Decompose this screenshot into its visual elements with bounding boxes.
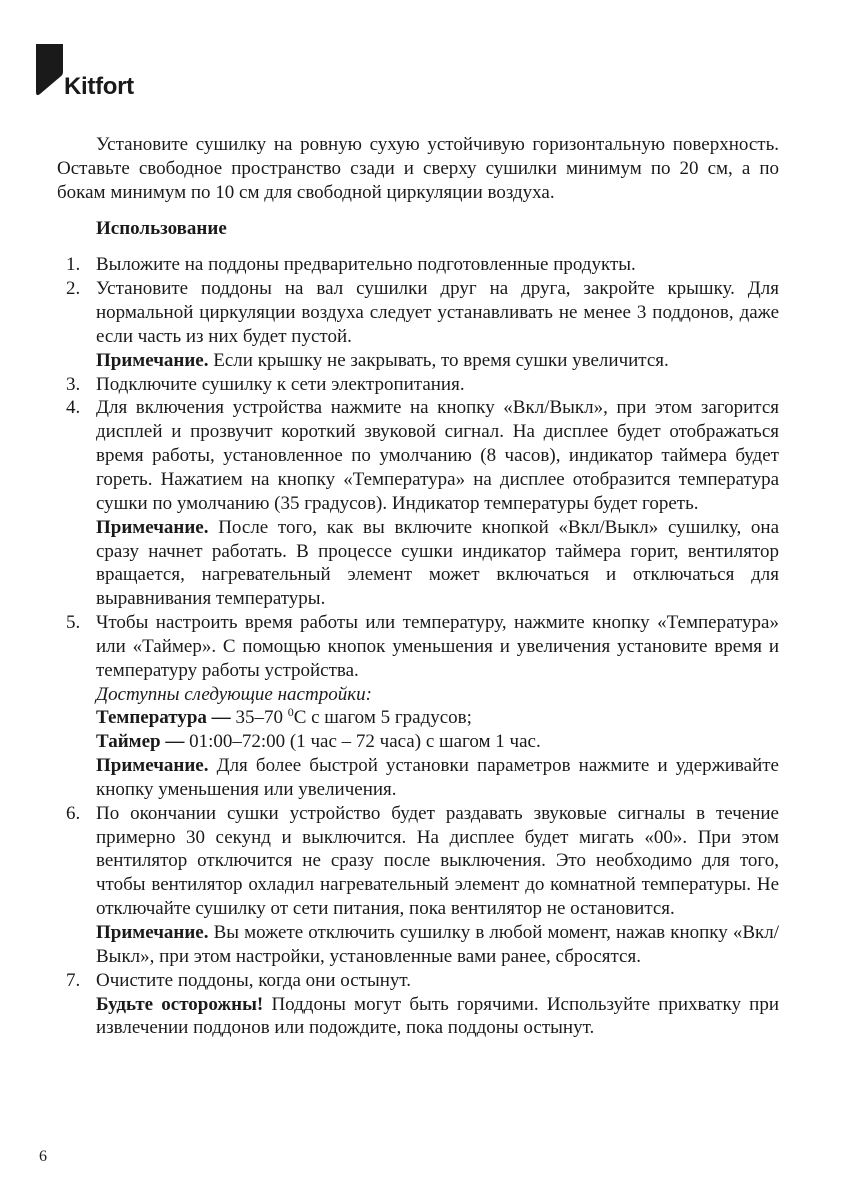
page-content: [57, 133, 779, 1040]
list-item: [57, 611, 779, 802]
step-text: Для включения устройства нажмите на кнопку «Вкл/Выкл», при этом загорится дисплей и прозвучит короткий звуковой сигнал. На дисплее будет отображаться время работы, установленное по умолчанию (8 часов), индикатор таймера будет гореть. Нажатием на кнопку «Температура» на дисплее отобразится температура сушки по умолчанию (35 градусов). Индикатор температуры будет гореть.: [96, 397, 779, 514]
warning-label: Будьте осторожны!: [96, 993, 264, 1015]
temperature-range: 35–70: [230, 707, 288, 729]
temperature-setting: [96, 706, 779, 730]
list-item: [57, 373, 779, 397]
step-text: Чтобы настроить время работы или температуру, нажмите кнопку «Температура» или «Таймер». С помощью кнопок уменьшения и увеличения установите время и температуру работы устройства.: [96, 612, 779, 681]
timer-setting: [96, 730, 779, 754]
warning-text: Поддоны могут быть горячими. Используйте прихватку при извлечении поддонов или подождите, пока поддоны остынут.: [96, 993, 779, 1039]
note-text: Вы можете отключить сушилку в любой момент, нажав кнопку «Вкл/Выкл», при этом настройки, установленные вами ранее, сбросятся.: [96, 922, 779, 967]
list-item: [57, 253, 779, 277]
list-item: [57, 969, 779, 1041]
step-number: 2.: [66, 278, 81, 300]
section-title: Использование: [96, 217, 227, 239]
note-label: Примечание.: [96, 755, 209, 777]
step-text: Подключите сушилку к сети электропитания.: [96, 373, 465, 395]
note: [96, 349, 779, 373]
note-text: Если крышку не закрывать, то время сушки увеличится.: [208, 349, 669, 371]
step-text: По окончании сушки устройство будет раздавать звуковые сигналы в течение примерно 30 секунд и выключится. На дисплее будет мигать «00». При этом вентилятор отключится не сразу после выключения. Это необходимо для того, чтобы вентилятор охладил нагревательный элемент до комнатной температуры. Не отключайте сушилку от сети питания, пока вентилятор не остановится.: [96, 802, 779, 920]
brand-name: Kitfort: [64, 73, 134, 100]
intro-paragraph: Установите сушилку на ровную сухую устойчивую горизонтальную поверхность. Оставьте свободное пространство сзади и сверху сушилки минимум по 20 см, а по бокам минимум по 10 см для свободной циркуляции воздуха.: [57, 134, 779, 203]
step-text: Выложите на поддоны предварительно подготовленные продукты.: [96, 254, 636, 276]
step-number: 1.: [66, 254, 81, 276]
step-number: 5.: [66, 612, 81, 634]
note: [96, 516, 779, 611]
list-item: [57, 802, 779, 969]
list-item: [57, 396, 779, 611]
temperature-step: С с шагом 5 градусов;: [293, 707, 472, 729]
kitfort-logo-icon: [34, 44, 64, 96]
page-number: 6: [39, 1148, 47, 1165]
step-text: Очистите поддоны, когда они остынут.: [96, 969, 412, 991]
step-number: 7.: [66, 969, 81, 991]
note-text: После того, как вы включите кнопкой «Вкл/Выкл» сушилку, она сразу начнет работать. В процессе сушки индикатор таймера горит, вентилятор вращается, нагревательный элемент может включаться и отключаться для выравнивания температуры.: [96, 516, 779, 610]
step-number: 3.: [66, 373, 81, 395]
temperature-label: Температура —: [96, 707, 231, 729]
list-item: [57, 277, 779, 372]
step-text: Установите поддоны на вал сушилки друг на друга, закройте крышку. Для нормальной циркуляции воздуха следует устанавливать не менее 3 поддонов, даже если часть из них будет пустой.: [96, 278, 779, 347]
step-number: 4.: [66, 397, 81, 419]
note-text: Для более быстрой установки параметров нажмите и удерживайте кнопку уменьшения или увеличения.: [96, 755, 779, 800]
warning: [96, 993, 779, 1041]
timer-label: Таймер —: [96, 731, 185, 753]
brand-logo: [34, 44, 174, 104]
note-label: Примечание.: [96, 349, 209, 371]
note-label: Примечание.: [96, 922, 209, 943]
timer-range: 01:00–72:00 (1 час – 72 часа) с шагом 1 час.: [184, 731, 541, 753]
note: [96, 921, 779, 969]
note-label: Примечание.: [96, 516, 209, 538]
steps-list: [57, 253, 779, 1040]
step-number: 6.: [66, 802, 81, 824]
degree-sign: 0: [287, 705, 294, 720]
settings-title: Доступны следующие настройки:: [96, 683, 372, 705]
note: [96, 754, 779, 802]
